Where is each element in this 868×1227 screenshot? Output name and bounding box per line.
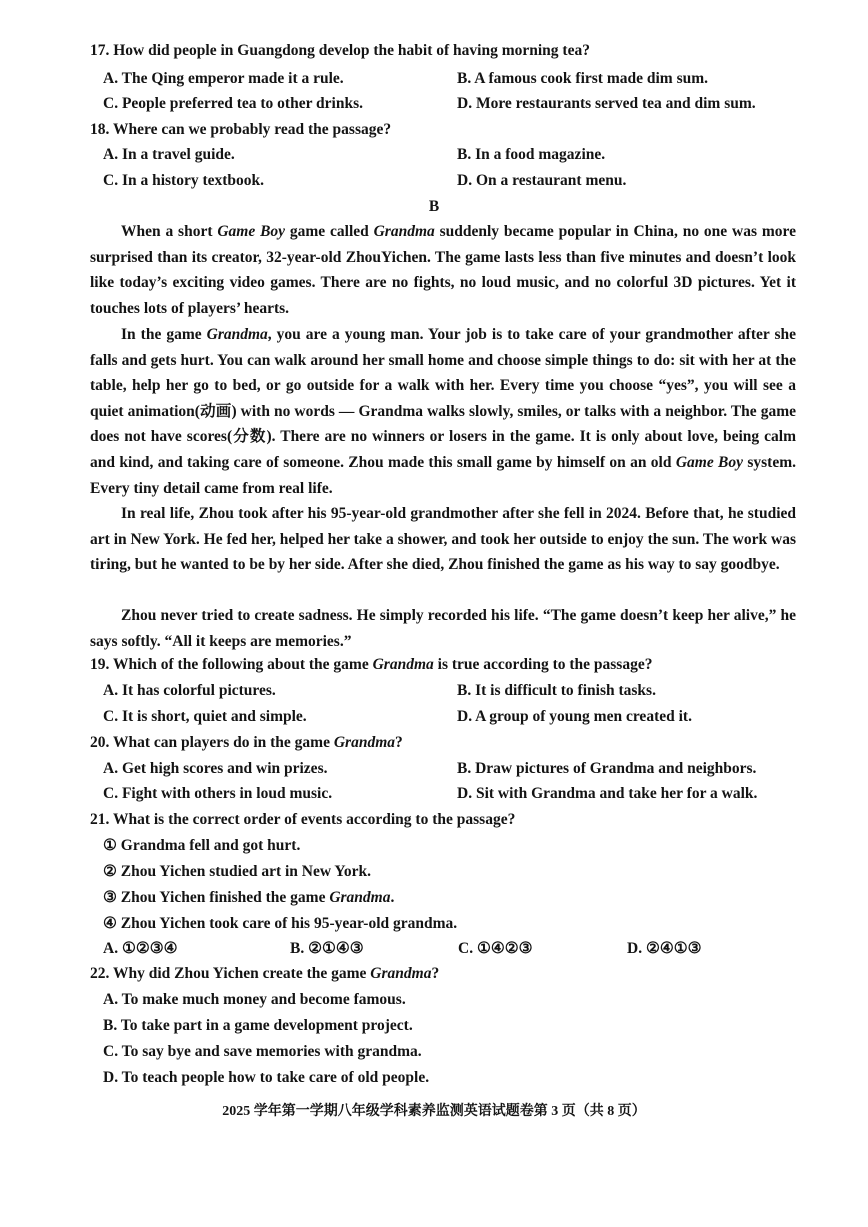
question-20-option-c: C. Fight with others in loud music. — [103, 785, 333, 802]
question-21-stem: 21. What is the correct order of events according to the passage? — [90, 811, 516, 828]
question-19-option-d: D. A group of young men created it. — [457, 708, 692, 725]
question-21-option-b: B. ②①④③ — [290, 940, 364, 957]
question-18-option-c: C. In a history textbook. — [103, 172, 265, 189]
question-20-option-b: B. Draw pictures of Grandma and neighbors. — [457, 760, 757, 777]
question-18-option-d: D. On a restaurant menu. — [457, 172, 627, 189]
question-17-option-b: B. A famous cook first made dim sum. — [457, 70, 709, 87]
passage-paragraph-4: Zhou never tried to create sadness. He simply recorded his life. “The game doesn’t keep her alive,” he says softly. “All it keeps are memories.” — [90, 607, 796, 650]
question-21-option-c: C. ①④②③ — [458, 940, 533, 957]
question-21-event-3: ③ Zhou Yichen finished the game Grandma. — [103, 889, 395, 906]
question-21-option-d: D. ②④①③ — [627, 940, 702, 957]
question-21-event-2: ② Zhou Yichen studied art in New York. — [103, 863, 371, 880]
question-18-option-b: B. In a food magazine. — [457, 146, 606, 163]
question-17-option-d: D. More restaurants served tea and dim sum. — [457, 95, 756, 112]
question-19-option-b: B. It is difficult to finish tasks. — [457, 682, 656, 699]
section-b-heading: B — [428, 198, 440, 215]
passage-paragraph-2: In the game Grandma, you are a young man. Your job is to take care of your grandmother after she falls and gets hurt. You can walk around her small home and choose simple things to do: sit with her at the table, help her go to bed, or go outside for a walk with her. Every time you choose “yes”, you will see a quiet animation(动画) with no words — Grandma walks slowly, smiles, or talks with a neighbor. The game does not have scores(分数). There are no winners or losers in the game. It is only about love, being calm and kind, and taking care of someone. Zhou made this small game by himself on an old Game Boy system. Every tiny detail came from real life. — [90, 326, 796, 497]
question-21-option-a: A. ①②③④ — [103, 940, 178, 957]
question-22-option-b: B. To take part in a game development project. — [103, 1017, 413, 1034]
question-19-option-a: A. It has colorful pictures. — [103, 682, 276, 699]
question-17-option-a: A. The Qing emperor made it a rule. — [103, 70, 344, 87]
question-18-option-a: A. In a travel guide. — [103, 146, 235, 163]
question-19-option-c: C. It is short, quiet and simple. — [103, 708, 307, 725]
question-22-option-a: A. To make much money and become famous. — [103, 991, 406, 1008]
question-19-stem: 19. Which of the following about the game Grandma is true according to the passage? — [90, 656, 653, 673]
question-20-stem: 20. What can players do in the game Grandma? — [90, 734, 403, 751]
question-22-option-d: D. To teach people how to take care of old people. — [103, 1069, 430, 1086]
question-21-event-1: ① Grandma fell and got hurt. — [103, 837, 301, 854]
question-20-option-d: D. Sit with Grandma and take her for a walk. — [457, 785, 758, 802]
question-22-stem: 22. Why did Zhou Yichen create the game Grandma? — [90, 965, 440, 982]
question-17-stem: 17. How did people in Guangdong develop the habit of having morning tea? — [90, 42, 590, 59]
question-17-option-c: C. People preferred tea to other drinks. — [103, 95, 364, 112]
passage-paragraph-3: In real life, Zhou took after his 95-year-old grandmother after she fell in 2024. Before that, he studied art in New York. He fed her, helped her take a shower, and took her outside to enjoy the sun. The work was tiring, but he wanted to be by her side. After she died, Zhou finished the game as his way to say goodbye. — [90, 505, 796, 574]
question-18-stem: 18. Where can we probably read the passage? — [90, 121, 392, 138]
question-21-event-4: ④ Zhou Yichen took care of his 95-year-old grandma. — [103, 915, 458, 932]
question-20-option-a: A. Get high scores and win prizes. — [103, 760, 328, 777]
passage-paragraph-1: When a short Game Boy game called Grandma suddenly became popular in China, no one was more surprised than its creator, 32-year-old ZhouYichen. The game lasts less than five minutes and doesn’t look like today’s exciting video games. There are no fights, no loud music, and no colorful 3D pictures. Yet it touches lots of players’ hearts. — [90, 223, 796, 317]
page-footer: 2025 学年第一学期八年级学科素养监测英语试题卷第 3 页（共 8 页） — [222, 1104, 646, 1119]
question-22-option-c: C. To say bye and save memories with grandma. — [103, 1043, 422, 1060]
